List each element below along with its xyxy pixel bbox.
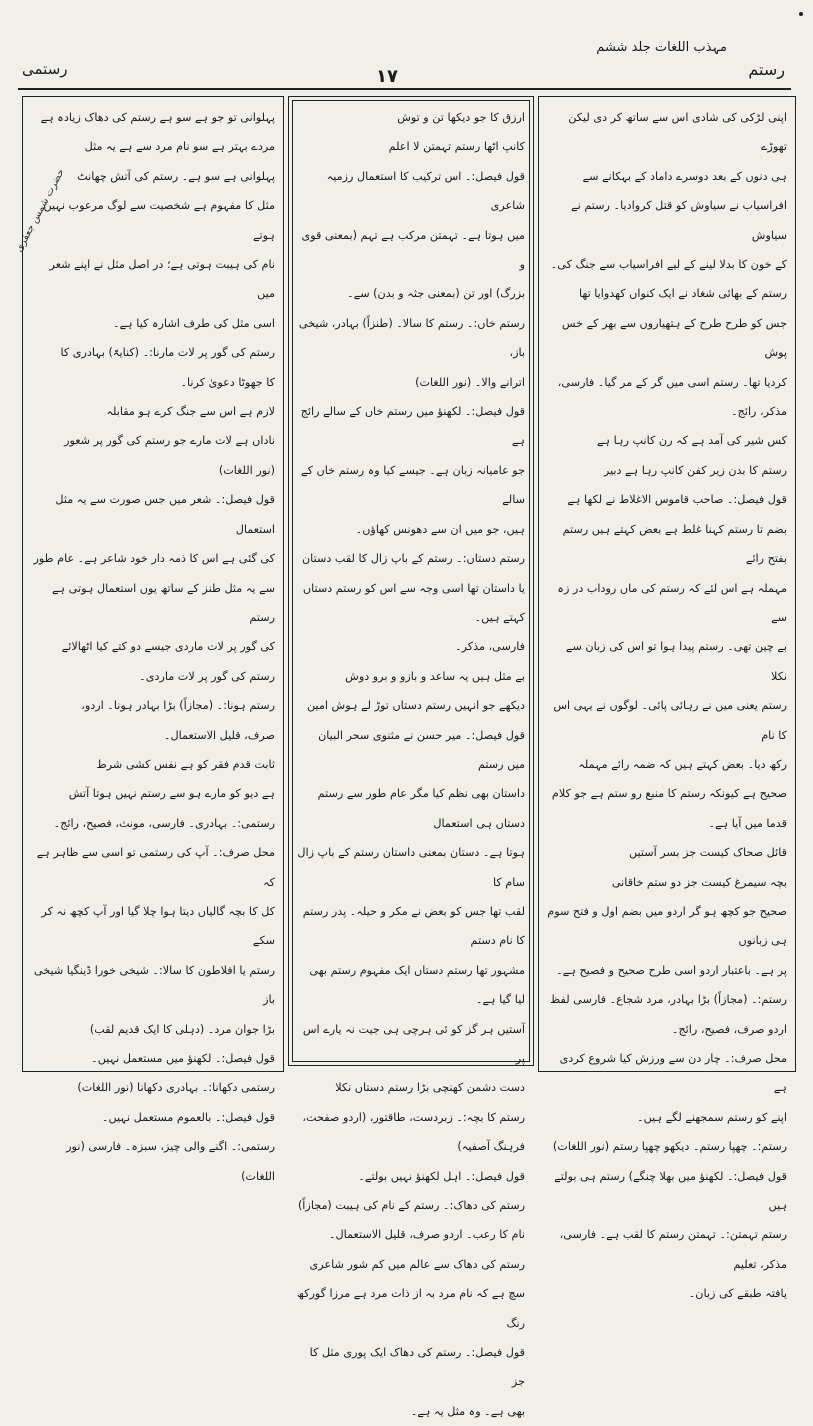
text-line: کردیا تھا۔ رستم اسی میں گر کے مر گیا۔ فارسی، مذکر، رائج۔: [557, 375, 787, 419]
text-line: رستم کی گور پر لات ماردی۔: [139, 669, 275, 683]
text-line: ہیں، جو میں ان سے دھونس کھاؤں۔: [355, 522, 525, 536]
text-line: بزرگ) اور تن (بمعنی جثہ و بدن) سے۔: [347, 287, 525, 301]
text-line: قول فیصل:۔ میر حسن نے مثنوی سحر البیان میں رستم: [318, 728, 525, 771]
text-line: کانپ اٹھا رستم تہمتن لا اعلم: [388, 140, 525, 154]
text-line: قول فیصل:۔ شعر میں جس صورت سے یہ مثل استعمال: [55, 493, 275, 536]
text-line: بضم تا رستم کہنا غلط ہے بعض کہتے ہیں رستم بفتح رائے: [562, 522, 787, 566]
text-line: محل صرف:۔ آپ کی رستمی تو اسی سے ظاہر ہے کہ: [36, 846, 275, 889]
header-right-word: رستم: [748, 60, 785, 79]
text-line: لازم ہے اس سے جنگ کرے ہو مقابلہ: [106, 405, 275, 419]
text-line: قول فیصل:۔ رستم کی دھاک ایک پوری مثل کا جز: [309, 1346, 525, 1389]
text-line: رستم:۔ چھپا رستم۔ دیکھو چھپا رستم (نور اللغات): [552, 1140, 787, 1154]
text-line: رستم دستاں:۔ رستم کے باپ زال کا لقب دستان: [301, 552, 525, 566]
text-line: ارزق کا جو دیکھا تن و توش: [397, 111, 525, 124]
text-line: پر ہے۔ باعتبار اردو اسی طرح صحیح و فصیح ہے۔: [556, 963, 787, 977]
text-line: قدما میں آیا ہے۔: [708, 816, 787, 830]
text-line: بے مثل ہیں یہ ساعد و بازو و برو دوش: [345, 669, 525, 683]
text-line: لقب تھا جس کو بعض نے مکر و حیلہ۔ پدر رستم کا نام دستم: [302, 904, 525, 948]
text-line: رستم خاں:۔ رستم کا سالا۔ (طنزاً) بہادر، شیخی باز،: [298, 316, 525, 360]
text-line: سے یہ مثل طنز کے ساتھ یوں استعمال ہوتی ہے رستم: [52, 581, 275, 624]
text-line: کس شیر کی آمد ہے کہ رن کانپ رہا ہے: [596, 434, 787, 448]
text-line: قول فیصل:۔ لکھنؤ میں بھلا چنگے) رستم ہی بولتے ہیں: [554, 1169, 787, 1213]
text-line: نام کی ہیبت ہوتی ہے؛ در اصل مثل نے اپنے شعر میں: [49, 258, 275, 301]
text-line: صحیح جو کچھ ہو گر اردو میں بضم اول و فتح سوم ہی زبانوں: [547, 904, 787, 948]
text-line: کی گئی ہے اس کا ذمہ دار خود شاعر ہے۔ عام طور: [33, 552, 275, 566]
text-line: مہملہ ہے اس لئے کہ رستم کی ماں روداب در زہ سے: [557, 581, 787, 624]
text-line: رستم ہونا:۔ (مجازاً) بڑا بہادر ہونا۔ اردو،: [81, 699, 275, 713]
text-line: جو عامیانہ زبان ہے۔ جیسے کیا وہ رستم خاں کے سالے: [301, 463, 525, 507]
text-line: پہلوانی تو جو ہے سو ہے رستم کی دھاک زیادہ ہے: [40, 111, 275, 124]
text-line: ہی دنوں کے بعد دوسرے داماد کے بہکانے سے: [582, 169, 787, 183]
text-line: رکھ دیا۔ بعض کہتے ہیں کہ ضمہ رائے مہملہ: [578, 757, 787, 771]
text-line: دیکھے جو انہیں رستم دستاں توڑ لے ہوش امین: [307, 699, 525, 713]
text-line: محل صرف:۔ چار دن سے ورزش کیا شروع کردی ہے: [559, 1052, 787, 1095]
text-line: بھی ہے۔ وہ مثل یہ ہے۔: [410, 1404, 525, 1418]
page-number: ۱۷: [376, 66, 398, 87]
text-line: کے خون کا بدلا لینے کے لیے افراسیاب سے جنگ کی۔: [550, 258, 787, 272]
text-line: صرف، قلیل الاستعمال۔: [163, 728, 275, 742]
text-line: رستم کے بھائی شغاد نے ایک کنواں کھدوایا تھا: [579, 287, 787, 301]
text-line: اپنی لڑکی کی شادی اس سے ساتھ کر دی لیکن تھوڑے: [568, 111, 787, 154]
text-line: نام کا رعب۔ اردو صرف، قلیل الاستعمال۔: [328, 1228, 525, 1242]
text-line: فارسی، مذکر۔: [455, 640, 525, 654]
text-line: جس کو طرح طرح کے ہتھیاروں سے بھر کے خس پوش: [561, 316, 787, 360]
text-line: یا داستان تھا اسی وجہ سے اس کو رستم دستاں کہتے ہیں۔: [302, 581, 525, 624]
text-line: رستمی:۔ اگنے والی چیز، سبزہ۔ فارسی (نور اللغات): [66, 1140, 275, 1183]
text-line: ثابت قدم فقر کو ہے نفس کشی شرط: [96, 757, 275, 771]
text-line: رستم کی دھاک:۔ رستم کے نام کی ہیبت (مجازاً): [297, 1199, 525, 1213]
header-left-word: رستمی: [22, 60, 68, 78]
text-line: قول فیصل:۔ اس ترکیب کا استعمال رزمیہ شاعری: [326, 169, 525, 213]
text-line: کل کا بچہ گالیاں دیتا ہوا چلا گیا اور آپ کچھ نہ کر سکے: [41, 904, 275, 948]
text-line: رستم کا بدن زیر کفن کانپ رہا ہے دبیر: [603, 463, 787, 477]
text-line: رستم کا بچہ:۔ زبردست، طاقتور، (اردو صفحت، فرہنگ آصفیہ): [302, 1110, 525, 1154]
text-line: قول فیصل:۔ لکھنؤ میں رستم خاں کے سالے رائج ہے: [300, 405, 525, 448]
text-line: مثل کا مفہوم ہے شخصیت سے لوگ مرعوب نہیں ہوتے: [43, 199, 275, 242]
corner-dot: [799, 12, 803, 16]
text-line: رستم کی دھاک سے عالم میں کم شور شاعری: [309, 1257, 525, 1271]
text-line: ہے دیو کو مارے ہو سے رستم نہیں ہوتا آتش: [68, 787, 275, 801]
text-line: افراسیاب نے سیاوش کو قتل کروادیا۔ رستم نے سیاوش: [571, 199, 787, 242]
text-line: (نور اللغات): [218, 463, 275, 477]
book-title: مہذب اللغات جلد ششم: [596, 40, 727, 55]
text-line: اردو صرف، فصیح، رائج۔: [671, 1022, 787, 1036]
header-rule: [18, 88, 791, 90]
text-line: قول فیصل:۔ بالعموم مستعمل نہیں۔: [101, 1110, 275, 1124]
column-left: [22, 96, 284, 1183]
text-line: داستان بھی نظم کیا مگر عام طور سے رستم دستاں ہی استعمال: [317, 787, 525, 830]
text-line: ہوتا ہے۔ دستان بمعنی داستان رستم کے باپ زال سام کا: [297, 846, 525, 889]
text-line: رستم یا افلاطون کا سالا:۔ شیخی خورا ڈینگیا شیخی باز: [33, 963, 275, 1007]
text-line: رستمی:۔ بہادری۔ فارسی، مونث، فصیح، رائج۔: [53, 816, 275, 830]
text-line: کا جھوٹا دعویٰ کرنا۔: [180, 375, 275, 389]
text-line: مشہور تھا رستم دستاں ایک مفہوم رستم بھی لیا گیا ہے۔: [309, 963, 525, 1007]
text-line: رستم کی گور پر لات مارنا:۔ (کنایۃً) بہادری کا: [60, 346, 275, 360]
text-line: قول فیصل:۔ اہل لکھنؤ نہیں بولتے۔: [358, 1169, 525, 1183]
text-line: کی گور پر لات ماردی جیسے دو کتے کیا اٹھالائے: [61, 640, 275, 654]
text-line: میں ہوتا ہے۔ تہمتن مرکب ہے تہم (بمعنی قوی و: [301, 228, 525, 272]
text-line: اسی مثل کی طرف اشارہ کیا ہے۔: [113, 316, 275, 330]
text-line: ناداں ہے لات مارے جو رستم کی گور پر شعور: [64, 434, 275, 448]
text-line: رستمی دکھانا:۔ بہادری دکھانا (نور اللغات): [77, 1081, 275, 1095]
text-line: قول فیصل:۔ صاحب قاموس الاغلاط نے لکھا ہے: [567, 493, 787, 507]
text-line: یافتہ طبقے کی زبان۔: [688, 1287, 787, 1301]
text-line: رستم تہمتن:۔ تہمتن رستم کا لقب ہے۔ فارسی، مذکر، تعلیم: [559, 1228, 787, 1271]
text-line: اترانے والا۔ (نور اللغات): [415, 375, 525, 389]
column-right: [538, 96, 796, 1301]
text-line: رستم یعنی میں نے رہائی پائی۔ لوگوں نے یہی اس کا نام: [553, 699, 787, 742]
text-line: قائل صحاک کیست جز بسر آستیں: [628, 846, 787, 860]
column-middle: [288, 96, 534, 1418]
text-line: آستیں ہر گز کو ئی ہرچی ہی جیت نہ یارے اس پر: [302, 1022, 525, 1065]
text-line: صحیح ہے کیونکہ رستم کا منبع رو ستم ہے جو کلام: [551, 787, 787, 801]
text-line: بے چین تھی۔ رستم پیدا ہوا تو اس کی زبان سے نکلا: [565, 640, 787, 683]
margin-handwritten-note: حضرت شمس جعفری: [13, 167, 67, 254]
text-line: قول فیصل:۔ لکھنؤ میں مستعمل نہیں۔: [91, 1052, 275, 1065]
text-line: پہلوانی ہے سو ہے۔ رستم کی آتش چھانٹ: [77, 169, 275, 183]
text-line: مردے بہتر ہے سو نام مرد سے ہے یہ مثل: [84, 140, 275, 154]
text-line: دست دشمن کھنچی بڑا رستم دستاں نکلا: [335, 1081, 525, 1095]
text-line: اپنے کو رستم سمجھنے لگے ہیں۔: [637, 1110, 787, 1124]
text-line: بچہ سیمرغ کیست جز دو ستم خاقانی: [611, 875, 787, 889]
text-line: بڑا جوان مرد۔ (دہلی کا ایک قدیم لقب): [89, 1022, 275, 1036]
text-line: رستم:۔ (مجازاً) بڑا بہادر، مرد شجاع۔ فارسی لفظ: [549, 993, 787, 1007]
text-line: سچ ہے کہ نام مرد بہ از ذات مرد ہے مرزا گورکھ رنگ: [297, 1287, 525, 1330]
